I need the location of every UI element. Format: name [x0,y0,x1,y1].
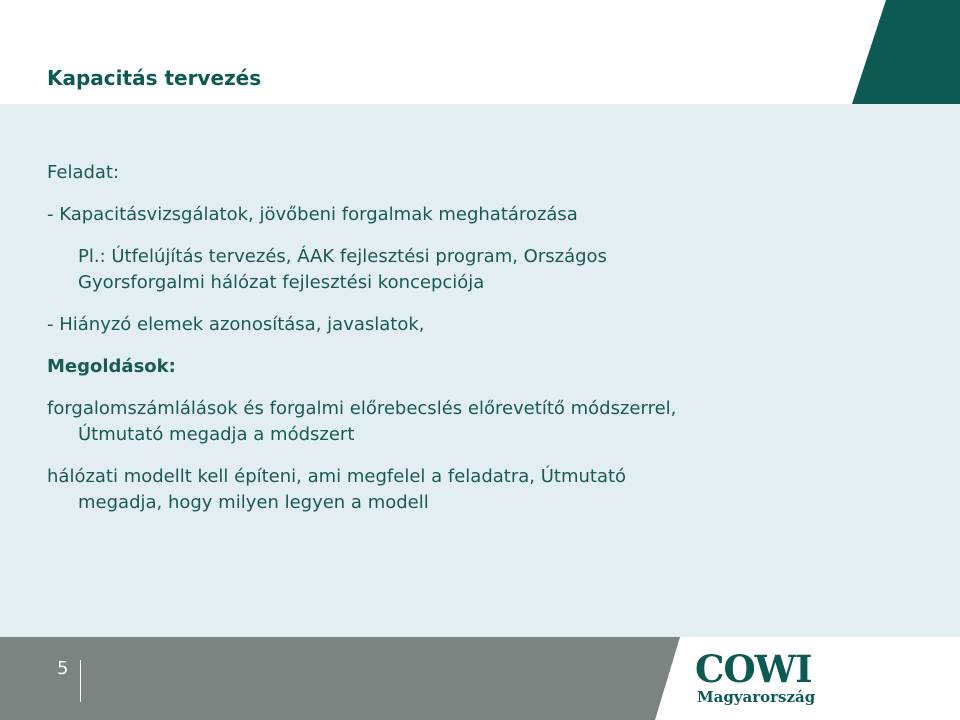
logo-sub-text: Magyarország [697,688,816,706]
example-line-2: Gyorsforgalmi hálózat fejlesztési koncepciója [78,272,485,293]
task-item-capacity: - Kapacitásvizsgálatok, jövőbeni forgalmak meghatározása [47,204,578,225]
solution-item-1-line-2: Útmutató megadja a módszert [78,424,355,445]
body-text [47,160,927,516]
task-item-missing: - Hiányzó elemek azonosítása, javaslatok, [47,314,425,335]
solutions-label: Megoldások: [47,356,176,377]
page-divider [80,660,81,702]
page-number: 5 [57,658,69,679]
slide-header [0,0,960,104]
cowi-logo [695,647,816,710]
logo-main-text: COWI [695,647,812,691]
task-label: Feladat: [47,162,120,183]
solution-item-1-line-1: forgalomszámlálások és forgalmi előrebecslés előrevetítő módszerrel, [47,398,677,419]
slide-title: Kapacitás tervezés [47,66,262,90]
footer-gray-shape [0,637,960,720]
example-line-1: Pl.: Útfelújítás tervezés, ÁAK fejlesztési program, Országos [78,246,607,267]
solution-item-2-line-2: megadja, hogy milyen legyen a modell [78,492,429,513]
solution-item-2-line-1: hálózati modellt kell építeni, ami megfelel a feladatra, Útmutató [47,466,627,487]
corner-accent-shape [852,0,960,104]
slide-footer [0,637,960,720]
